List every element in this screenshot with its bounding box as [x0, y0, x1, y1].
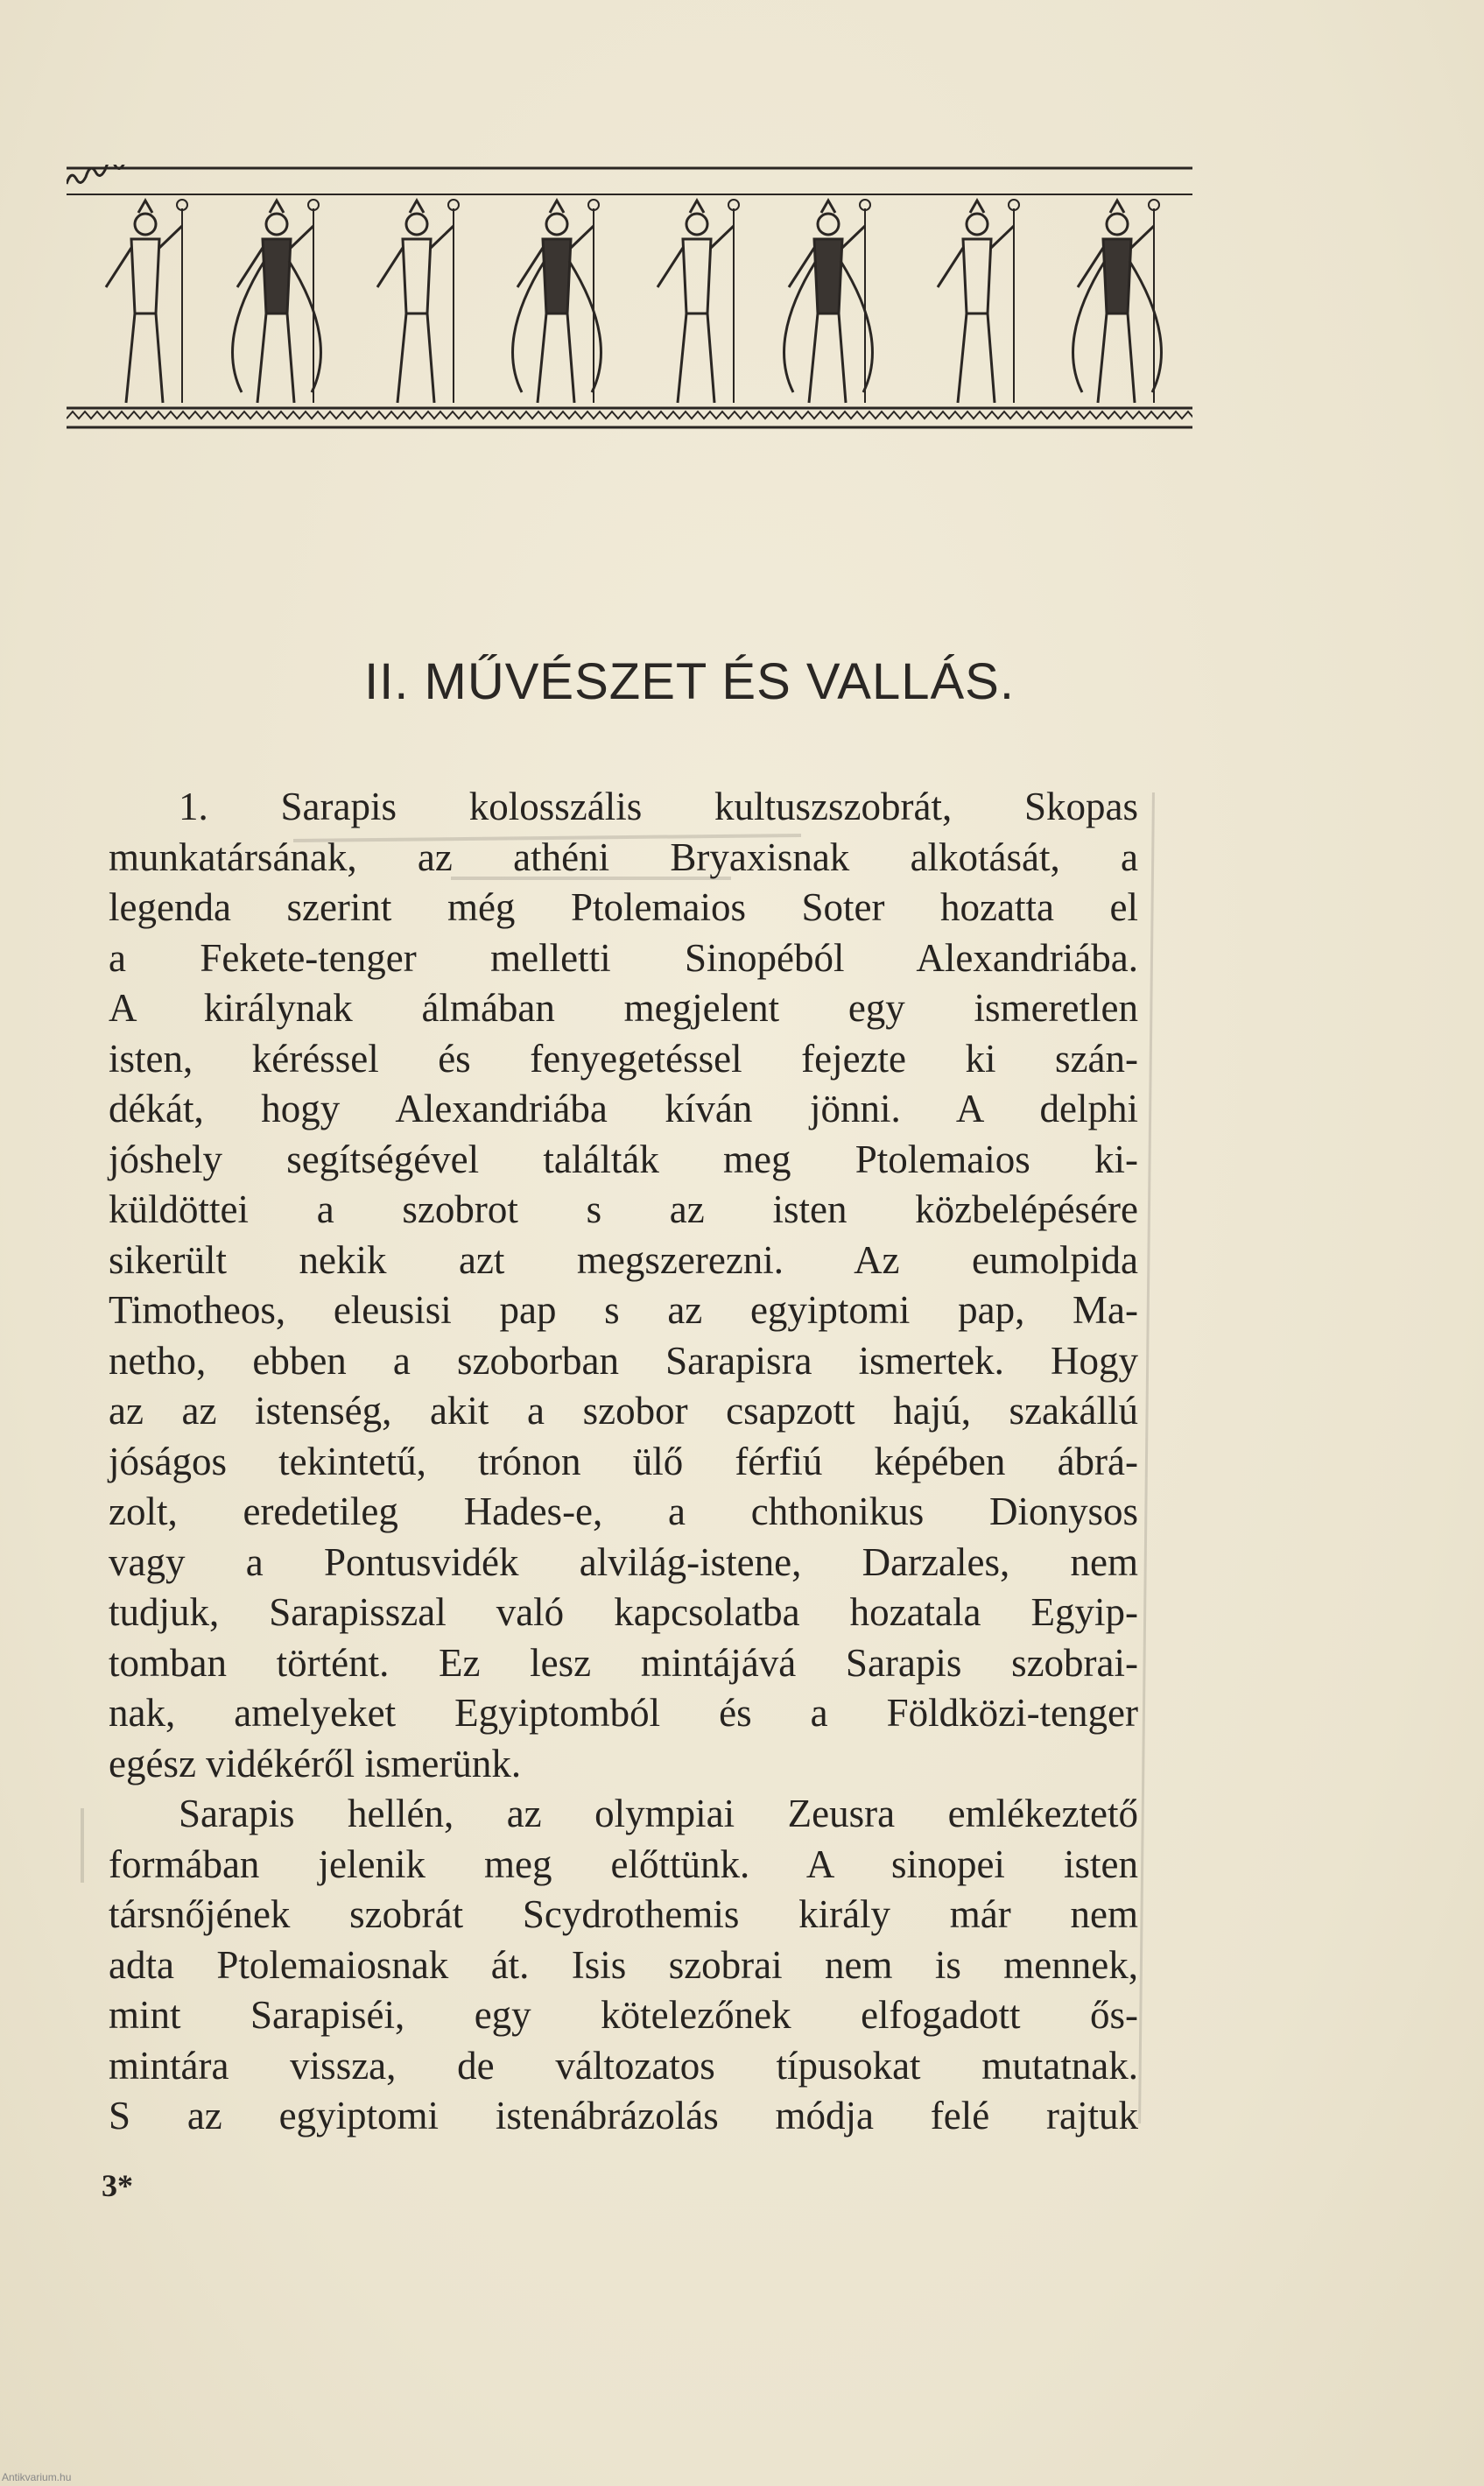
body-text — [109, 782, 1138, 2142]
text-line: mint Sarapiséi, egy kötelezőnek elfogadott ős- — [109, 1993, 1138, 2037]
text-line: adta Ptolemaiosnak át. Isis szobrai nem is mennek, — [109, 1942, 1138, 1987]
text-line: isten, kéréssel és fenyegetéssel fejezte ki szán- — [109, 1036, 1138, 1081]
text-line: munkatársának, az athéni Bryaxisnak alkotását, a — [109, 835, 1138, 879]
text-line: dékát, hogy Alexandriába kíván jönni. A delphi — [109, 1087, 1138, 1130]
text-line: S az egyiptomi istenábrázolás módja felé rajtuk — [109, 2094, 1138, 2137]
egyptian-deity-figure — [513, 200, 601, 403]
pencil-margin-mark — [81, 1808, 84, 1883]
text-line: a Fekete-tenger melletti Sinopéból Alexandriába. — [109, 935, 1138, 980]
text-line: legenda szerint még Ptolemaios Soter hozatta el — [109, 885, 1138, 929]
text-line: 1. Sarapis kolosszális kultuszszobrát, Skopas — [179, 785, 1138, 828]
text-line: küldöttei a szobrot s az isten közbelépésére — [109, 1187, 1138, 1231]
text-line: formában jelenik meg előttünk. A sinopei isten — [109, 1842, 1138, 1886]
egyptian-deity-figure — [106, 200, 187, 403]
frieze-figures — [106, 200, 1161, 403]
text-line: egész vidékéről ismerünk. — [109, 1741, 522, 1785]
zigzag-pattern — [67, 412, 1192, 419]
text-line: Timotheos, eleusisi pap s az egyiptomi pap, Ma- — [109, 1288, 1138, 1332]
text-line: jóshely segítségével találták meg Ptolemaios ki- — [109, 1137, 1138, 1181]
egyptian-deity-figure — [938, 200, 1019, 403]
watermark: Antikvarium.hu — [2, 2471, 72, 2483]
text-line: zolt, eredetileg Hades-e, a chthonikus Dionysos — [109, 1489, 1138, 1533]
egyptian-deity-figure — [377, 200, 459, 403]
frieze-top-wave-band — [67, 165, 1192, 194]
page-number: 3* — [102, 2168, 133, 2203]
text-line: az az istenség, akit a szobor csapzott hajú, szakállú — [109, 1389, 1138, 1433]
text-line: társnőjének szobrát Scydrothemis király már nem — [109, 1892, 1138, 1936]
text-line: Sarapis hellén, az olympiai Zeusra emlékeztető — [179, 1792, 1138, 1835]
egyptian-deity-figure — [658, 200, 739, 403]
frieze-bottom-zigzag-band — [67, 408, 1192, 427]
text-line: A királynak álmában megjelent egy ismeretlen — [109, 986, 1138, 1030]
text-line: vagy a Pontusvidék alvilág-istene, Darzales, nem — [109, 1539, 1138, 1584]
egyptian-deity-figure — [1073, 200, 1162, 403]
chapter-heading: II. MŰVÉSZET ÉS VALLÁS. — [364, 653, 1015, 710]
text-line: sikerült nekik azt megszerezni. Az eumolpida — [109, 1237, 1138, 1282]
egyptian-deity-figure — [784, 200, 873, 403]
text-line: jóságos tekintetű, trónon ülő férfiú képében ábrá- — [109, 1439, 1138, 1483]
text-line: netho, ebben a szoborban Sarapisra ismertek. Hogy — [109, 1338, 1138, 1383]
egyptian-frieze-illustration — [67, 165, 1192, 443]
text-line: tudjuk, Sarapisszal való kapcsolatba hozatala Egyip- — [109, 1590, 1138, 1634]
text-line: mintára vissza, de változatos típusokat mutatnak. — [109, 2043, 1138, 2088]
egyptian-deity-figure — [233, 200, 321, 403]
text-line: nak, amelyeket Egyiptomból és a Földközi-tenger — [109, 1691, 1138, 1735]
text-line: tomban történt. Ez lesz mintájává Sarapis szobrai- — [109, 1640, 1138, 1685]
